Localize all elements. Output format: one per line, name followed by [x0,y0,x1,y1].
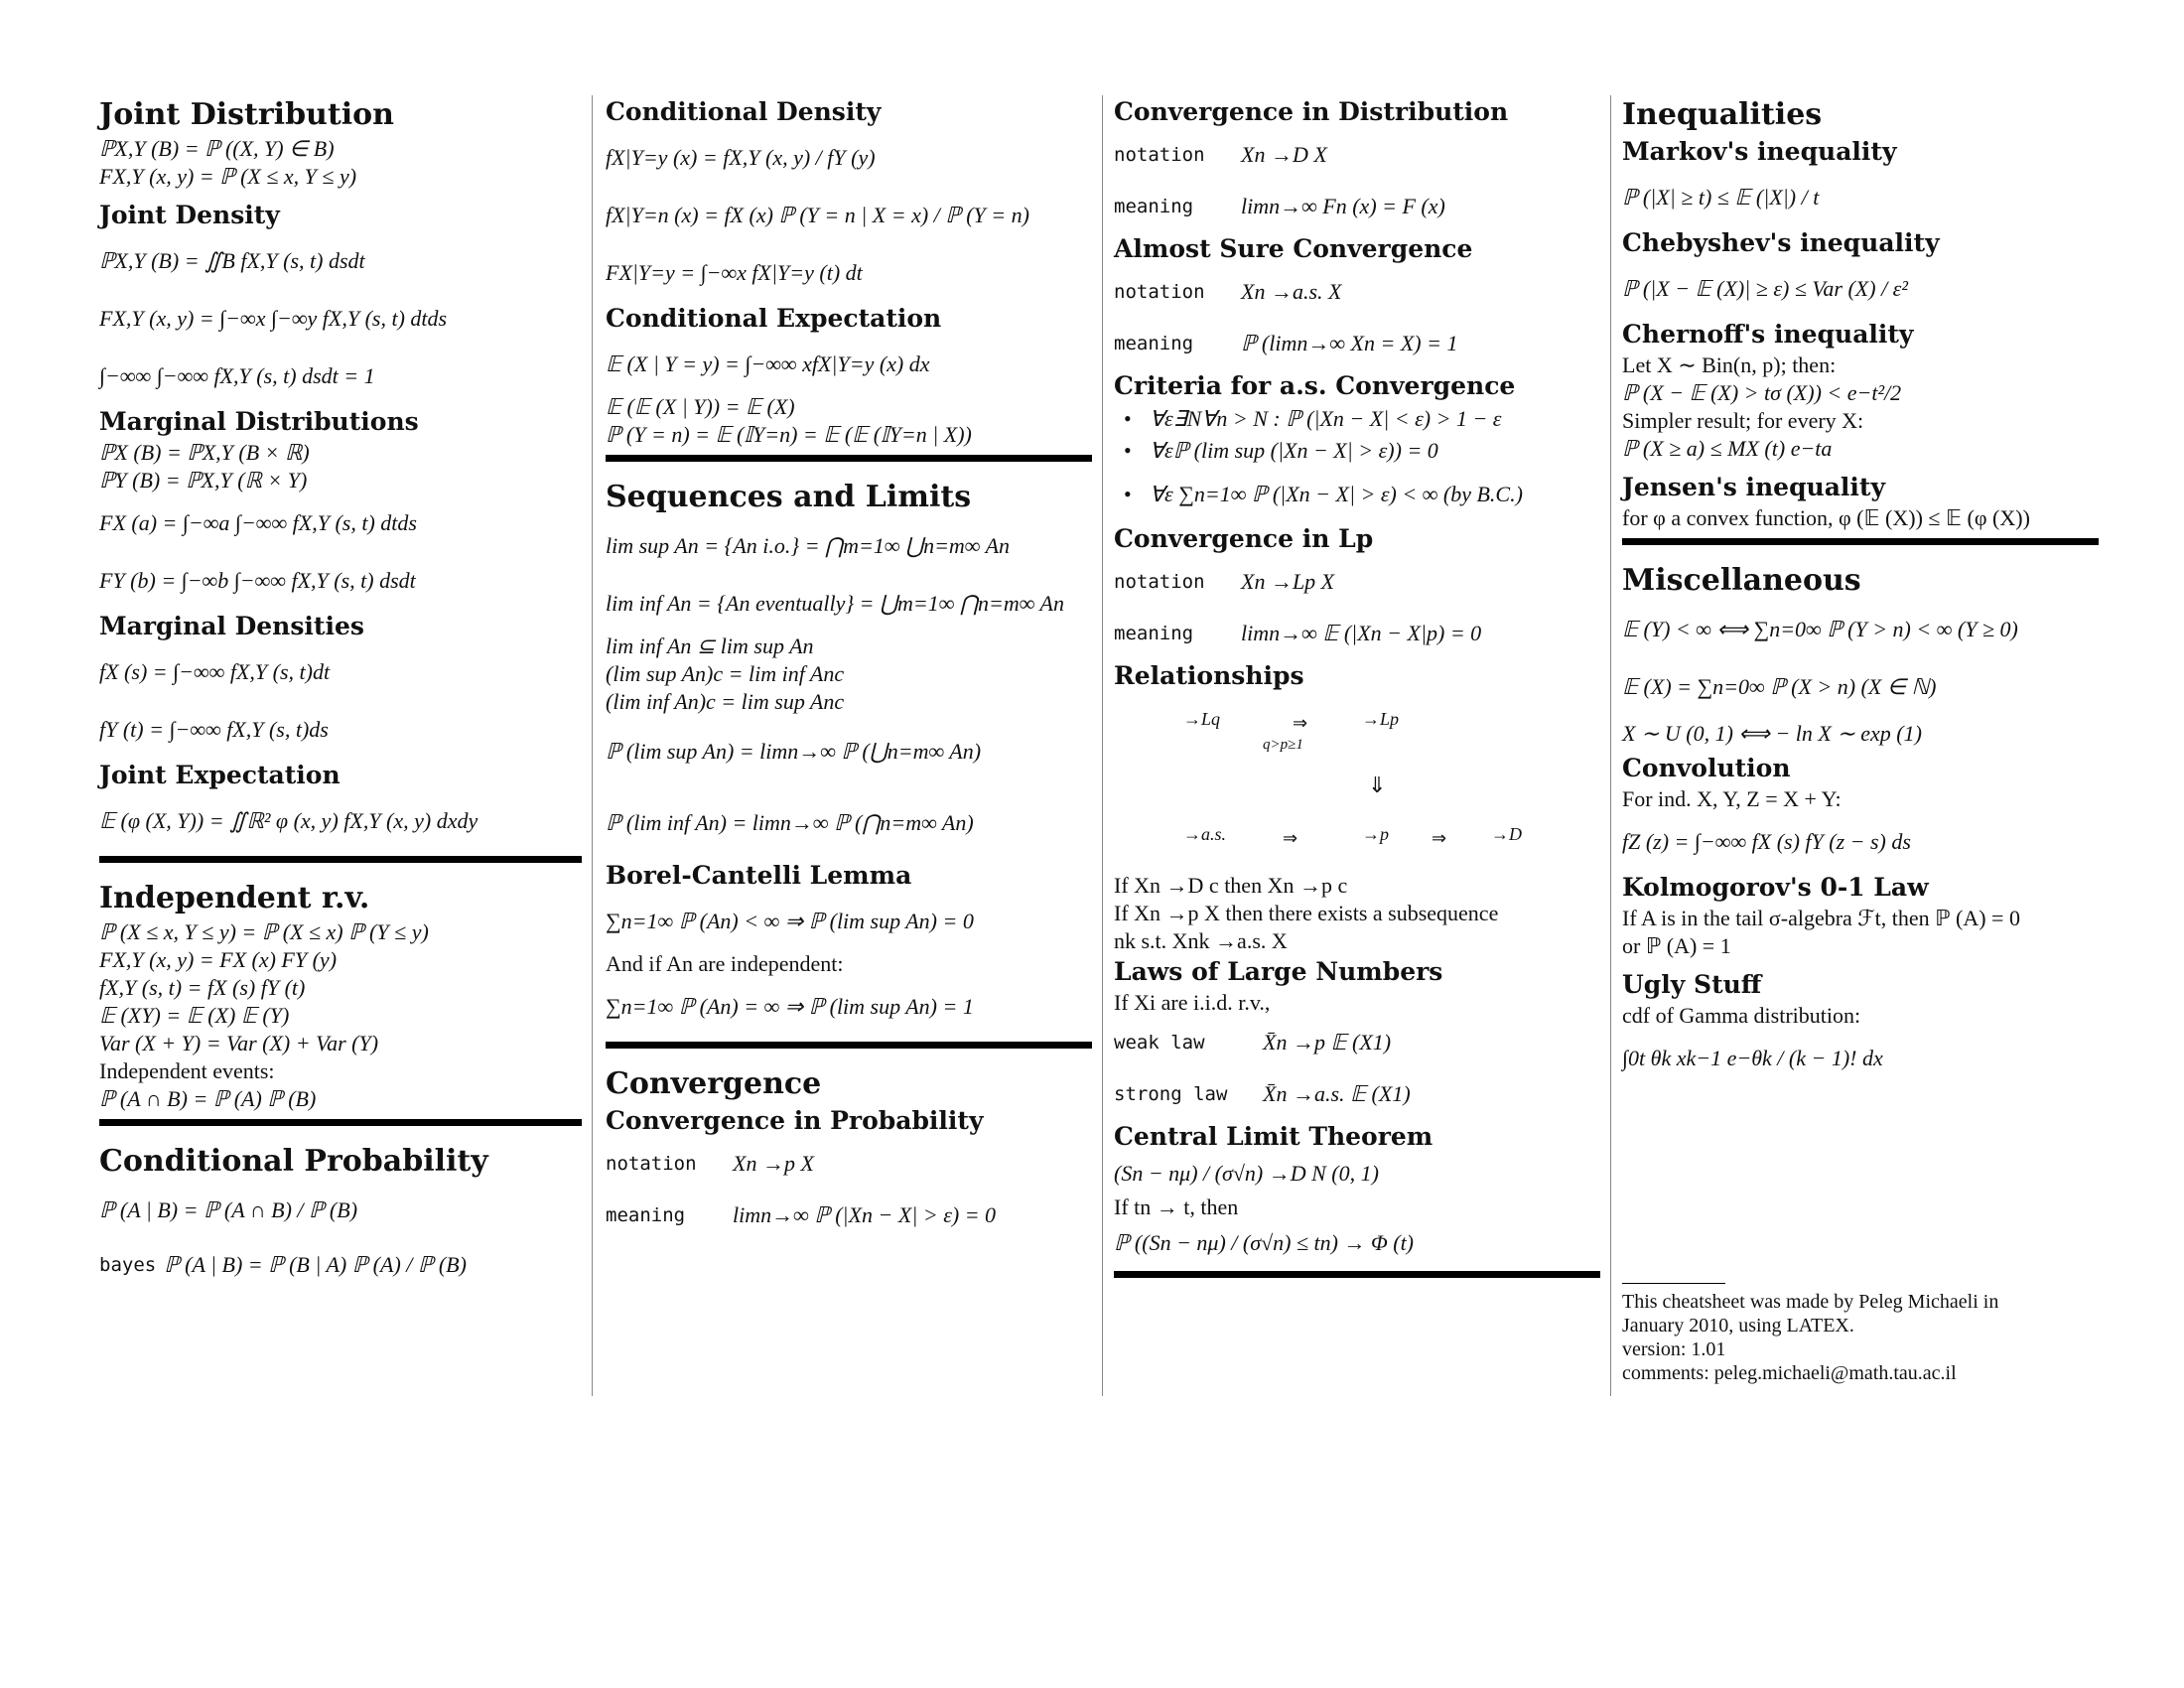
footer-line: January 2010, using LATEX. [1622,1315,1854,1336]
text-line: nk s.t. Xnk →a.s. X [1114,928,1288,953]
section-rule [1114,1271,1600,1278]
section-rule [606,455,1092,462]
keyword-label: notation [1114,571,1205,593]
arrow-lq: →Lq [1183,709,1221,729]
subsection-title: Central Limit Theorem [1114,1122,1433,1151]
arrow-as: →a.s. [1183,824,1227,844]
keyword-label: meaning [1114,196,1194,217]
section-title: Convergence [606,1066,822,1101]
formula: ∑n=1∞ ℙ (An) = ∞ ⇒ ℙ (lim sup An) = 1 [606,994,974,1019]
footer-line: comments: peleg.michaeli@math.tau.ac.il [1622,1362,1957,1384]
formula: ∫−∞∞ ∫−∞∞ fX,Y (s, t) dsdt = 1 [99,363,375,388]
subsection-title: Convergence in Distribution [1114,97,1509,126]
formula: ∫0t θk xk−1 e−θk / (k − 1)! dx [1622,1046,1883,1070]
formula: X ∼ U (0, 1) ⟺ − ln X ∼ exp (1) [1622,721,1922,746]
subsection-title: Kolmogorov's 0-1 Law [1622,873,1929,902]
formula: 𝔼 (XY) = 𝔼 (X) 𝔼 (Y) [99,1003,290,1028]
formula: FY (b) = ∫−∞b ∫−∞∞ fX,Y (s, t) dsdt [99,568,416,593]
formula: 𝔼 (X | Y = y) = ∫−∞∞ xfX|Y=y (x) dx [606,352,930,376]
formula: Xn →D X [1241,142,1327,167]
subsection-title: Joint Density [99,201,280,229]
arrow-p: →p [1362,824,1389,844]
footnote-rule [1622,1283,1725,1284]
down-implies-arrow: ⇓ [1368,773,1387,797]
keyword-label: notation [1114,144,1205,166]
formula-row [1114,129,1600,181]
implies-arrow: ⇒ [1283,828,1298,848]
subsection-title: Chebyshev's inequality [1622,228,1940,257]
subsection-title: Conditional Density [606,97,882,126]
formula: fY (t) = ∫−∞∞ fX,Y (s, t)ds [99,717,329,742]
cheatsheet-page [99,95,2095,1396]
subsection-title: Joint Expectation [99,761,341,789]
formula-row [1114,1068,1600,1120]
formula: Var (X + Y) = Var (X) + Var (Y) [99,1031,379,1055]
formula: FX|Y=y = ∫−∞x fX|Y=y (t) dt [606,260,863,285]
subsection-title: Almost Sure Convergence [1114,234,1473,263]
formula: X̄n →a.s. 𝔼 (X1) [1263,1081,1411,1106]
subsection-title: Conditional Expectation [606,304,942,333]
formula: FX,Y (x, y) = ℙ (X ≤ x, Y ≤ y) [99,164,357,189]
formula: ℙX,Y (B) = ℙ ((X, Y) ∈ B) [99,136,335,161]
formula: ℙ (limn→∞ Xn = X) = 1 [1241,331,1458,355]
footer-line: This cheatsheet was made by Peleg Michaeli in [1622,1291,1999,1313]
implies-arrow: ⇒ [1432,828,1447,848]
text-line: for φ a convex function, φ (𝔼 (X)) ≤ 𝔼 (φ (X)) [1622,505,2030,530]
formula-row [1114,318,1600,369]
subsection-title: Marginal Distributions [99,407,419,436]
section-title: Independent r.v. [99,881,370,915]
text-line: or ℙ (A) = 1 [1622,933,1731,958]
formula: ℙ (lim inf An) = limn→∞ ℙ (⋂n=m∞ An) [606,810,974,835]
keyword-label: meaning [606,1204,686,1226]
formula: fZ (z) = ∫−∞∞ fX (s) fY (z − s) ds [1622,829,1911,854]
subsection-title: Laws of Large Numbers [1114,957,1443,986]
keyword-label: meaning [1114,333,1194,354]
formula: 𝔼 (X) = ∑n=0∞ ℙ (X > n) (X ∈ ℕ) [1622,674,1937,699]
formula-row [1114,266,1600,318]
text-line: If tn → t, then [1114,1195,1239,1219]
text-line: If A is in the tail σ-algebra ℱt, then ℙ (A) = 0 [1622,906,2020,930]
formula: (lim inf An)c = lim sup Anc [606,689,845,714]
section-title: Conditional Probability [99,1144,488,1179]
list-item: • ∀ε∃N∀n > N : ℙ (|Xn − X| < ε) > 1 − ε [1114,403,1600,435]
formula: FX,Y (x, y) = FX (x) FY (y) [99,947,338,972]
formula: ℙ (A ∩ B) = ℙ (A) ℙ (B) [99,1086,317,1111]
text-line: If Xn →p X then there exists a subsequence [1114,901,1499,925]
text-line: If Xn →D c then Xn →p c [1114,873,1348,898]
formula-row [1114,608,1600,659]
column-3 [1114,95,1600,1396]
relationship-diagram [1114,693,1600,872]
formula: lim inf An ⊆ lim sup An [606,633,814,658]
subsection-title: Chernoff's inequality [1622,320,1914,349]
formula: FX,Y (x, y) = ∫−∞x ∫−∞y fX,Y (s, t) dtds [99,306,448,331]
formula: limn→∞ ℙ (|Xn − X| > ε) = 0 [733,1202,997,1227]
list-item: • ∀ε ∑n=1∞ ℙ (|Xn − X| > ε) < ∞ (by B.C.) [1114,467,1600,522]
formula: ℙ (X ≤ x, Y ≤ y) = ℙ (X ≤ x) ℙ (Y ≤ y) [99,919,429,944]
formula: ℙ (|X − 𝔼 (X)| ≥ ε) ≤ Var (X) / ε² [1622,276,1908,301]
formula: 𝔼 (φ (X, Y)) = ∬ℝ² φ (x, y) fX,Y (x, y) dxdy [99,808,478,833]
formula: Xn →Lp X [1241,569,1335,594]
formula: (Sn − nμ) / (σ√n) →D N (0, 1) [1114,1161,1379,1186]
column-divider [1102,95,1103,1396]
formula: ℙ (Y = n) = 𝔼 (𝕀Y=n) = 𝔼 (𝔼 (𝕀Y=n | X)) [606,422,972,447]
formula: lim sup An = {An i.o.} = ⋂m=1∞ ⋃n=m∞ An [606,533,1011,558]
formula: ℙX (B) = ℙX,Y (B × ℝ) [99,440,310,465]
column-divider [592,95,593,1396]
formula: limn→∞ 𝔼 (|Xn − X|p) = 0 [1241,621,1482,645]
subsection-title: Marginal Densities [99,612,364,640]
formula: Xn →a.s. X [1241,279,1342,304]
formula: fX|Y=y (x) = fX,Y (x, y) / fY (y) [606,145,876,170]
formula: fX|Y=n (x) = fX (x) ℙ (Y = n | X = x) / ℙ (Y = n) [606,203,1029,227]
formula-row [1114,556,1600,608]
section-title: Sequences and Limits [606,480,972,514]
keyword-label: notation [1114,281,1205,303]
formula: ℙY (B) = ℙX,Y (ℝ × Y) [99,468,308,492]
keyword-label: strong law [1114,1083,1228,1105]
condition-label: q>p≥1 [1263,737,1303,753]
formula-row [99,1239,582,1291]
formula-row [1114,1017,1600,1068]
formula: ℙ (A | B) = ℙ (B | A) ℙ (A) / ℙ (B) [164,1252,467,1277]
keyword-label: notation [606,1153,697,1175]
footer [1622,1283,2099,1385]
footer-line: version: 1.01 [1622,1338,1726,1360]
subsection-title: Criteria for a.s. Convergence [1114,371,1516,400]
section-rule [99,1119,582,1126]
keyword-label: meaning [1114,623,1194,644]
formula: FX (a) = ∫−∞a ∫−∞∞ fX,Y (s, t) dtds [99,510,417,535]
subsection-title: Markov's inequality [1622,137,1897,166]
subsection-title: Ugly Stuff [1622,970,1762,999]
formula: ℙ ((Sn − nμ) / (σ√n) ≤ tn) → Φ (t) [1114,1230,1415,1255]
formula-row [1114,181,1600,232]
formula: ℙ (X ≥ a) ≤ MX (t) e−ta [1622,436,1833,461]
formula: Xn →p X [733,1151,814,1176]
formula-row [606,1190,1092,1241]
formula: (lim sup An)c = lim inf Anc [606,661,845,686]
formula: ℙX,Y (B) = ∬B fX,Y (s, t) dsdt [99,248,365,273]
subsection-title: Convolution [1622,754,1791,782]
formula: ℙ (X − 𝔼 (X) > tσ (X)) < e−t²/2 [1622,380,1902,405]
text-line: Simpler result; for every X: [1622,408,1864,433]
text-line: Independent events: [99,1058,275,1083]
column-1 [99,95,582,1396]
section-title: Miscellaneous [1622,563,1861,598]
text-line: If Xi are i.i.d. r.v., [1114,990,1271,1015]
text-line: For ind. X, Y, Z = X + Y: [1622,786,1842,811]
formula: fX (s) = ∫−∞∞ fX,Y (s, t)dt [99,659,331,684]
text-line: Let X ∼ Bin(n, p); then: [1622,352,1837,377]
column-divider [1610,95,1611,1396]
implies-arrow: ⇒ [1293,713,1308,733]
arrow-d: →D [1491,824,1522,844]
formula: ℙ (lim sup An) = limn→∞ ℙ (⋃n=m∞ An) [606,739,982,764]
subsection-title: Borel-Cantelli Lemma [606,861,912,890]
subsection-title: Convergence in Probability [606,1106,984,1135]
formula: ∑n=1∞ ℙ (An) < ∞ ⇒ ℙ (lim sup An) = 0 [606,909,974,933]
subsection-title: Relationships [1114,661,1304,690]
column-4 [1622,95,2099,1396]
section-title: Joint Distribution [99,97,394,132]
formula: X̄n →p 𝔼 (X1) [1263,1030,1392,1055]
keyword-label: bayes [99,1254,157,1276]
formula: fX,Y (s, t) = fX (s) fY (t) [99,975,306,1000]
subsection-title: Jensen's inequality [1622,473,1886,501]
keyword-label: weak law [1114,1032,1205,1054]
text-line: cdf of Gamma distribution: [1622,1003,1861,1028]
section-rule [99,856,582,863]
formula: limn→∞ Fn (x) = F (x) [1241,194,1445,218]
formula: ℙ (|X| ≥ t) ≤ 𝔼 (|X|) / t [1622,185,1820,210]
formula-row [606,1138,1092,1190]
section-rule [1622,538,2099,545]
formula: ℙ (A | B) = ℙ (A ∩ B) / ℙ (B) [99,1197,358,1222]
list-item: • ∀εℙ (lim sup (|Xn − X| > ε)) = 0 [1114,435,1600,467]
formula: lim inf An = {An eventually} = ⋃m=1∞ ⋂n=m∞ An [606,591,1064,616]
section-rule [606,1042,1092,1049]
section-title: Inequalities [1622,97,1823,132]
formula: 𝔼 (𝔼 (X | Y)) = 𝔼 (X) [606,394,795,419]
subsection-title: Convergence in Lp [1114,524,1374,553]
arrow-lp: →Lp [1362,709,1400,729]
text-line: And if An are independent: [606,951,844,976]
formula: 𝔼 (Y) < ∞ ⟺ ∑n=0∞ ℙ (Y > n) < ∞ (Y ≥ 0) [1622,617,2018,641]
column-2 [606,95,1092,1396]
